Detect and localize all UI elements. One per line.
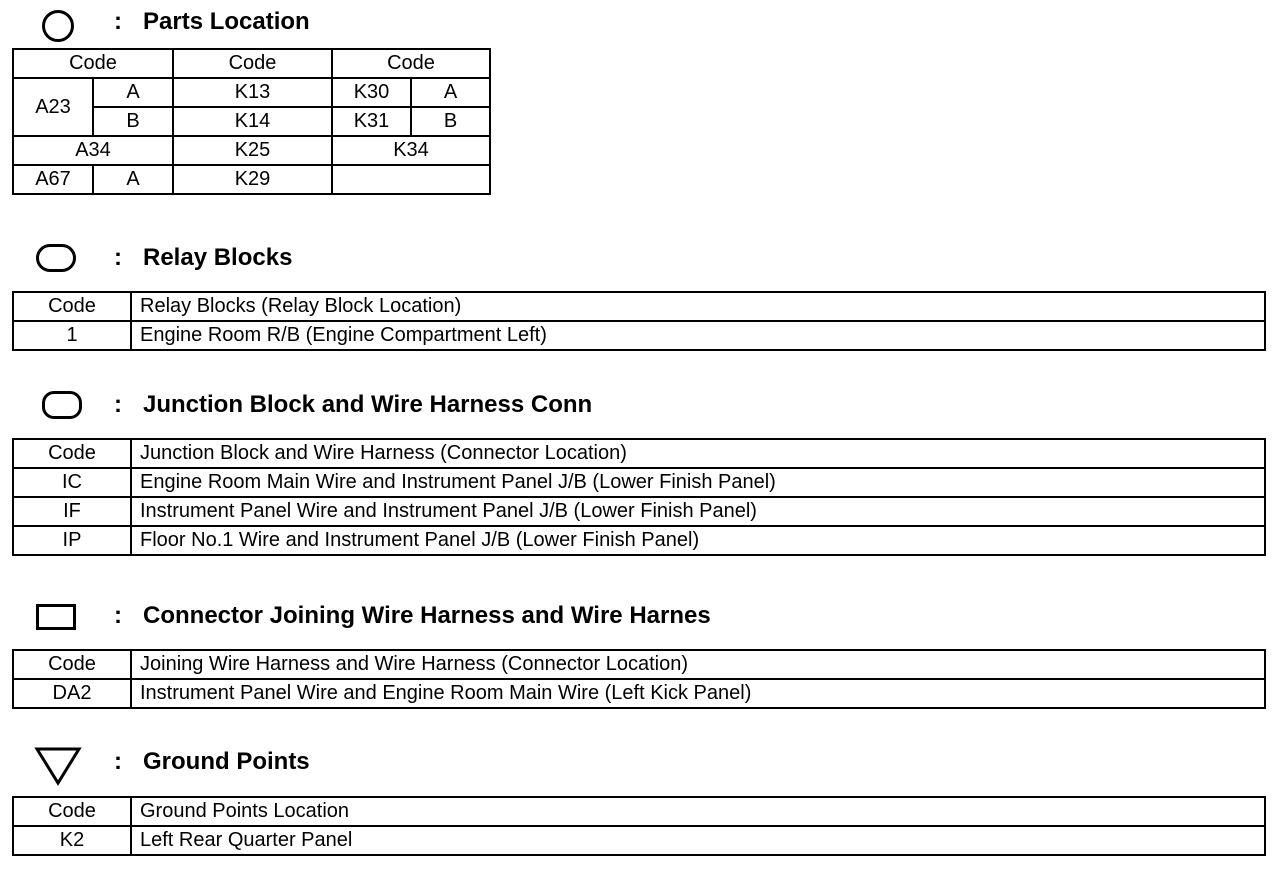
connector-letter-cell: B <box>93 107 173 136</box>
connector-letter-cell: B <box>411 107 490 136</box>
section-title: Connector Joining Wire Harness and Wire Harnes <box>143 602 711 629</box>
code-cell: IP <box>13 526 131 555</box>
code-header-cell: Code <box>13 292 131 321</box>
connector-letter-cell: A <box>93 165 173 194</box>
description-cell: Left Rear Quarter Panel <box>131 826 1265 855</box>
heading-colon: : <box>114 748 122 775</box>
table-row <box>13 78 490 107</box>
relay-blocks-heading <box>0 240 1280 276</box>
table-row <box>13 826 1265 855</box>
connector-letter-cell: A <box>93 78 173 107</box>
description-header-cell: Relay Blocks (Relay Block Location) <box>131 292 1265 321</box>
table-row <box>13 321 1265 350</box>
table-row <box>13 526 1265 555</box>
code-header-cell: Code <box>13 439 131 468</box>
section-title: Relay Blocks <box>143 244 293 271</box>
code-cell: K29 <box>173 165 332 194</box>
code-cell: IF <box>13 497 131 526</box>
description-header-cell: Junction Block and Wire Harness (Connector Location) <box>131 439 1265 468</box>
oval-symbol-icon <box>36 244 76 272</box>
rounded-rect-symbol-icon <box>42 391 82 419</box>
table-row <box>13 468 1265 497</box>
code-cell: K34 <box>332 136 490 165</box>
section-title: Parts Location <box>143 8 310 35</box>
code-cell: K2 <box>13 826 131 855</box>
header-cell: Code <box>173 49 332 78</box>
table-row <box>13 165 490 194</box>
code-cell: K31 <box>332 107 411 136</box>
junction-block-table <box>12 438 1266 556</box>
empty-cell <box>332 165 490 194</box>
heading-colon: : <box>114 244 122 271</box>
header-cell: Code <box>13 49 173 78</box>
junction-block-heading <box>0 387 1280 423</box>
heading-colon: : <box>114 602 122 629</box>
table-header-row <box>13 650 1265 679</box>
description-cell: Engine Room Main Wire and Instrument Panel J/B (Lower Finish Panel) <box>131 468 1265 497</box>
table-header-row <box>13 439 1265 468</box>
description-cell: Floor No.1 Wire and Instrument Panel J/B (Lower Finish Panel) <box>131 526 1265 555</box>
parts-location-heading <box>0 4 1280 40</box>
code-cell: K13 <box>173 78 332 107</box>
table-row <box>13 136 490 165</box>
description-cell: Instrument Panel Wire and Engine Room Main Wire (Left Kick Panel) <box>131 679 1265 708</box>
description-header-cell: Joining Wire Harness and Wire Harness (Connector Location) <box>131 650 1265 679</box>
code-header-cell: Code <box>13 650 131 679</box>
section-title: Junction Block and Wire Harness Conn <box>143 391 593 418</box>
code-cell: IC <box>13 468 131 497</box>
code-cell: A34 <box>13 136 173 165</box>
code-cell: DA2 <box>13 679 131 708</box>
connector-joining-table <box>12 649 1266 709</box>
description-cell: Instrument Panel Wire and Instrument Panel J/B (Lower Finish Panel) <box>131 497 1265 526</box>
description-cell: Engine Room R/B (Engine Compartment Left) <box>131 321 1265 350</box>
header-cell: Code <box>332 49 490 78</box>
heading-colon: : <box>114 391 122 418</box>
parts-location-table <box>12 48 491 195</box>
code-cell: A23 <box>13 78 93 136</box>
table-header-row <box>13 797 1265 826</box>
triangle-symbol-icon <box>34 746 82 786</box>
section-title: Ground Points <box>143 748 310 775</box>
rectangle-symbol-icon <box>36 604 76 630</box>
table-header-row <box>13 292 1265 321</box>
code-cell: A67 <box>13 165 93 194</box>
circle-symbol-icon <box>42 10 74 42</box>
code-cell: 1 <box>13 321 131 350</box>
code-cell: K14 <box>173 107 332 136</box>
relay-blocks-table <box>12 291 1266 351</box>
table-row <box>13 497 1265 526</box>
code-cell: K25 <box>173 136 332 165</box>
code-header-cell: Code <box>13 797 131 826</box>
code-cell: K30 <box>332 78 411 107</box>
connector-joining-heading <box>0 598 1280 634</box>
connector-letter-cell: A <box>411 78 490 107</box>
table-row <box>13 679 1265 708</box>
table-header-row <box>13 49 490 78</box>
description-header-cell: Ground Points Location <box>131 797 1265 826</box>
ground-points-heading <box>0 744 1280 780</box>
ground-points-table <box>12 796 1266 856</box>
heading-colon: : <box>114 8 122 35</box>
